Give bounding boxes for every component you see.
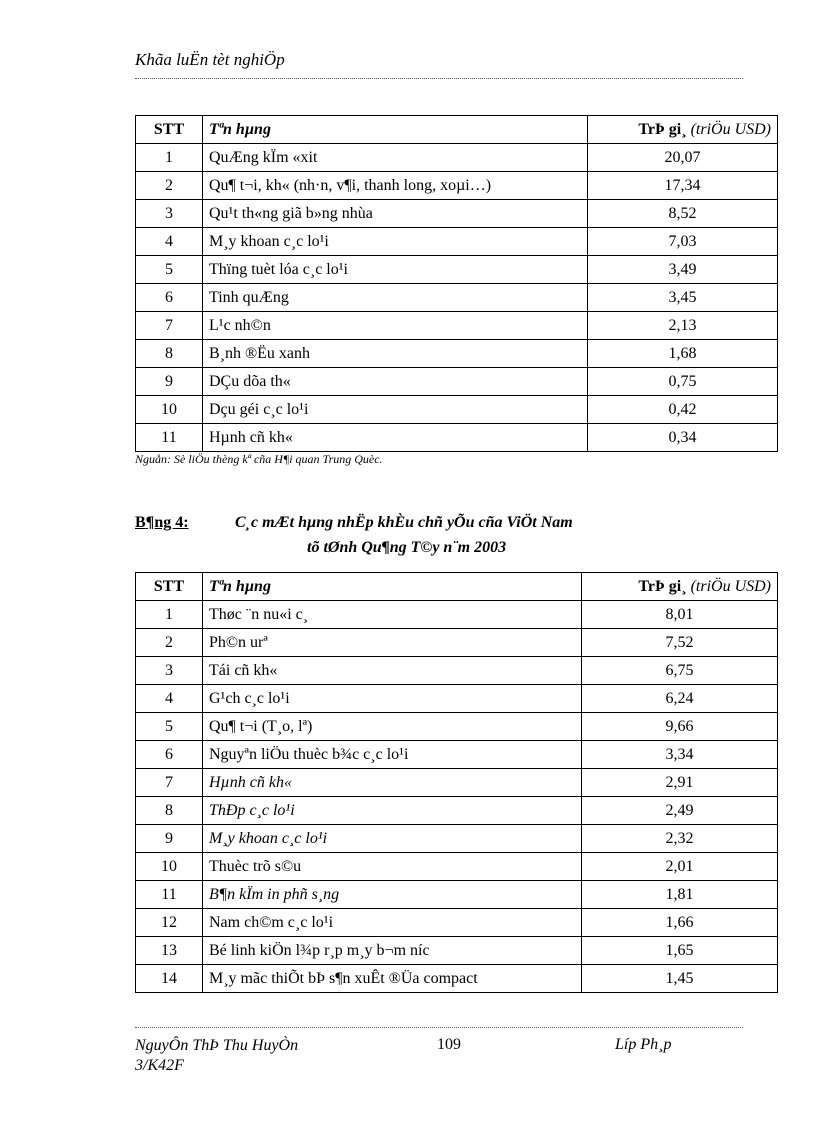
row-value: 7,03: [588, 228, 778, 256]
row-value: 6,75: [582, 657, 778, 685]
table-row: [136, 713, 778, 741]
table-row: [136, 340, 778, 368]
page-number: 109: [437, 1036, 461, 1053]
row-stt: 8: [136, 797, 203, 825]
table-caption-label: B¶ng 4:: [135, 514, 189, 531]
source-note: Nguån: Sè liÖu thèng kª cña H¶i quan Trung Quèc.: [135, 452, 383, 466]
table-row: [136, 424, 778, 452]
row-item-name: M¸y mãc thiÕt bÞ s¶n xuÊt ®Üa compact: [203, 965, 582, 993]
row-value: 8,52: [588, 200, 778, 228]
table-row: [136, 284, 778, 312]
row-stt: 3: [136, 657, 203, 685]
row-value: 3,45: [588, 284, 778, 312]
row-item-name: G¹ch c¸c lo¹i: [203, 685, 582, 713]
row-stt: 6: [136, 284, 203, 312]
stt-header: STT: [136, 116, 203, 144]
row-item-name: Nam ch©m c¸c lo¹i: [203, 909, 582, 937]
author-class-code: 3/K42F: [135, 1057, 184, 1074]
row-value: 9,66: [582, 713, 778, 741]
row-stt: 5: [136, 713, 203, 741]
row-value: 3,49: [588, 256, 778, 284]
row-value: 8,01: [582, 601, 778, 629]
row-item-name: Tái cñ kh«: [203, 657, 582, 685]
row-value: 1,66: [582, 909, 778, 937]
table-row: [136, 396, 778, 424]
row-value: 1,45: [582, 965, 778, 993]
row-stt: 11: [136, 881, 203, 909]
row-item-name: B¸nh ®Ëu xanh: [203, 340, 588, 368]
table-row: [136, 144, 778, 172]
table-row: [136, 685, 778, 713]
row-stt: 4: [136, 228, 203, 256]
table-row: [136, 741, 778, 769]
table-row: [136, 769, 778, 797]
table-row: [136, 937, 778, 965]
table-row: [136, 368, 778, 396]
row-value: 2,91: [582, 769, 778, 797]
row-stt: 2: [136, 629, 203, 657]
table-row: [136, 797, 778, 825]
row-stt: 9: [136, 825, 203, 853]
row-stt: 2: [136, 172, 203, 200]
value-header-unit: (triÖu USD): [690, 120, 771, 138]
author-name: NguyÔn ThÞ Thu HuyÒn: [135, 1037, 299, 1054]
footer-author: [135, 1036, 355, 1076]
row-item-name: Thïng tuèt lóa c¸c lo¹i: [203, 256, 588, 284]
row-value: 1,65: [582, 937, 778, 965]
row-stt: 1: [136, 601, 203, 629]
table-row: [136, 657, 778, 685]
row-stt: 12: [136, 909, 203, 937]
import-table: [135, 572, 778, 993]
row-item-name: Hµnh cñ kh«: [203, 769, 582, 797]
value-header: [582, 573, 778, 601]
row-item-name: Thøc ¨n nu«i c¸: [203, 601, 582, 629]
table-row: [136, 825, 778, 853]
row-value: 7,52: [582, 629, 778, 657]
table-row: [136, 172, 778, 200]
row-stt: 13: [136, 937, 203, 965]
row-value: 20,07: [588, 144, 778, 172]
row-stt: 5: [136, 256, 203, 284]
table-caption-subtitle: tõ tØnh Qu¶ng T©y n¨m 2003: [307, 539, 507, 556]
row-stt: 7: [136, 312, 203, 340]
row-item-name: Qu¶ t¬i (T¸o, lª): [203, 713, 582, 741]
row-item-name: Qu¹t th«ng giã b»ng nhùa: [203, 200, 588, 228]
row-item-name: B¶n kÏm in phñ s¸ng: [203, 881, 582, 909]
value-header: [588, 116, 778, 144]
table-caption-title: C¸c mÆt hµng nhËp khÈu chñ yÕu cña ViÖt Nam: [235, 514, 573, 531]
value-header-label: TrÞ gi¸: [638, 120, 687, 138]
footer-class-name: Líp Ph¸p: [615, 1036, 672, 1053]
table-row: [136, 909, 778, 937]
row-item-name: Tinh quÆng: [203, 284, 588, 312]
row-item-name: Hµnh cñ kh«: [203, 424, 588, 452]
row-value: 2,49: [582, 797, 778, 825]
row-stt: 1: [136, 144, 203, 172]
row-value: 1,81: [582, 881, 778, 909]
row-item-name: Qu¶ t¬i, kh« (nh·n, v¶i, thanh long, xoµi…): [203, 172, 588, 200]
row-value: 17,34: [588, 172, 778, 200]
row-value: 2,13: [588, 312, 778, 340]
row-value: 2,32: [582, 825, 778, 853]
row-item-name: Ph©n urª: [203, 629, 582, 657]
export-table: [135, 115, 778, 452]
table-row: [136, 312, 778, 340]
value-header-unit: (triÖu USD): [690, 577, 771, 595]
table-row: [136, 200, 778, 228]
row-value: 3,34: [582, 741, 778, 769]
row-value: 0,75: [588, 368, 778, 396]
header-divider: [135, 78, 743, 79]
table-row: [136, 853, 778, 881]
row-stt: 10: [136, 396, 203, 424]
row-item-name: Nguyªn liÖu thuèc b¾c c¸c lo¹i: [203, 741, 582, 769]
row-value: 0,34: [588, 424, 778, 452]
row-stt: 6: [136, 741, 203, 769]
name-header: Tªn hµng: [203, 573, 582, 601]
table-row: [136, 601, 778, 629]
row-item-name: Dçu géi c¸c lo¹i: [203, 396, 588, 424]
table-row: [136, 629, 778, 657]
row-item-name: Thuèc trõ s©u: [203, 853, 582, 881]
row-stt: 8: [136, 340, 203, 368]
row-stt: 14: [136, 965, 203, 993]
row-item-name: M¸y khoan c¸c lo¹i: [203, 825, 582, 853]
table-row: [136, 881, 778, 909]
page-header-title: Khãa luËn tèt nghiÖp: [135, 50, 285, 69]
name-header: Tªn hµng: [203, 116, 588, 144]
row-stt: 3: [136, 200, 203, 228]
table-row: [136, 228, 778, 256]
value-header-label: TrÞ gi¸: [638, 577, 687, 595]
row-value: 6,24: [582, 685, 778, 713]
row-item-name: M¸y khoan c¸c lo¹i: [203, 228, 588, 256]
row-stt: 9: [136, 368, 203, 396]
table-header-row: [136, 573, 778, 601]
row-value: 2,01: [582, 853, 778, 881]
table-header-row: [136, 116, 778, 144]
row-stt: 11: [136, 424, 203, 452]
row-stt: 10: [136, 853, 203, 881]
row-item-name: DÇu dõa th«: [203, 368, 588, 396]
row-stt: 7: [136, 769, 203, 797]
row-item-name: QuÆng kÏm «xit: [203, 144, 588, 172]
footer-divider: [135, 1027, 743, 1028]
row-value: 0,42: [588, 396, 778, 424]
row-value: 1,68: [588, 340, 778, 368]
table-row: [136, 256, 778, 284]
row-item-name: Bé linh kiÖn l¾p r¸p m¸y b¬m níc: [203, 937, 582, 965]
row-item-name: ThÐp c¸c lo¹i: [203, 797, 582, 825]
row-stt: 4: [136, 685, 203, 713]
row-item-name: L¹c nh©n: [203, 312, 588, 340]
stt-header: STT: [136, 573, 203, 601]
table-row: [136, 965, 778, 993]
